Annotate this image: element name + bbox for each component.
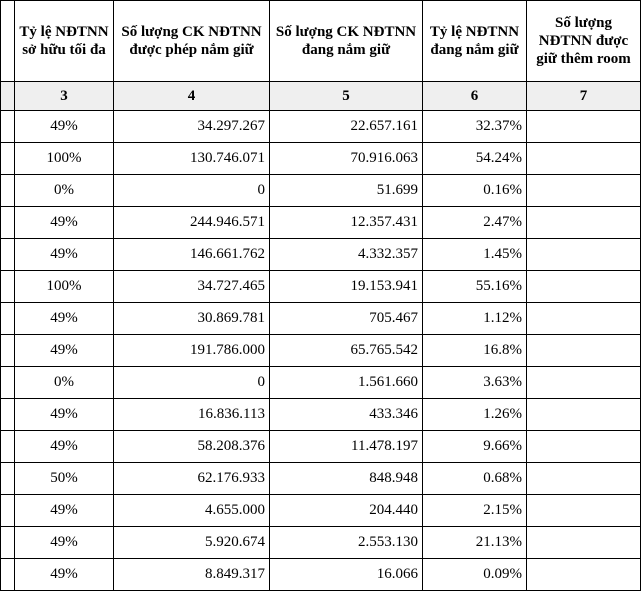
holding-ratio-cell: 32.37%: [423, 111, 527, 143]
table-row: [1, 271, 641, 303]
max-ratio-cell: 100%: [15, 143, 114, 175]
allowed-quantity-cell: 0: [114, 175, 270, 207]
holding-quantity-cell: 1.561.660: [270, 367, 423, 399]
holding-ratio-cell: 0.09%: [423, 559, 527, 591]
allowed-quantity-cell: 244.946.571: [114, 207, 270, 239]
header-holding-quantity: Số lượng CK NĐTNN đang nắm giữ: [270, 1, 423, 82]
holding-ratio-cell: 1.45%: [423, 239, 527, 271]
allowed-quantity-cell: 5.920.674: [114, 527, 270, 559]
allowed-quantity-cell: 130.746.071: [114, 143, 270, 175]
max-ratio-cell: 49%: [15, 527, 114, 559]
table-row: [1, 143, 641, 175]
allowed-quantity-cell: 146.661.762: [114, 239, 270, 271]
holding-quantity-cell: 70.916.063: [270, 143, 423, 175]
max-ratio-cell: 49%: [15, 303, 114, 335]
remaining-room-cell: [527, 431, 641, 463]
remaining-room-cell: [527, 399, 641, 431]
holding-quantity-cell: 12.357.431: [270, 207, 423, 239]
column-number-6: 6: [423, 82, 527, 111]
max-ratio-cell: 49%: [15, 335, 114, 367]
max-ratio-cell: 49%: [15, 207, 114, 239]
table-body: [1, 111, 641, 591]
max-ratio-cell: 50%: [15, 463, 114, 495]
row-cell-blank: [1, 367, 15, 399]
remaining-room-cell: [527, 239, 641, 271]
max-ratio-cell: 49%: [15, 239, 114, 271]
holding-quantity-cell: 204.440: [270, 495, 423, 527]
row-cell-blank: [1, 207, 15, 239]
holding-quantity-cell: 22.657.161: [270, 111, 423, 143]
remaining-room-cell: [527, 303, 641, 335]
table-row: [1, 335, 641, 367]
allowed-quantity-cell: 34.297.267: [114, 111, 270, 143]
column-number-blank: [1, 82, 15, 111]
holding-quantity-cell: 4.332.357: [270, 239, 423, 271]
table-row: [1, 111, 641, 143]
column-number-row: [1, 82, 641, 111]
table-row: [1, 527, 641, 559]
holding-quantity-cell: 705.467: [270, 303, 423, 335]
max-ratio-cell: 49%: [15, 111, 114, 143]
column-number-3: 3: [15, 82, 114, 111]
table-row: [1, 463, 641, 495]
remaining-room-cell: [527, 111, 641, 143]
holding-quantity-cell: 2.553.130: [270, 527, 423, 559]
holding-quantity-cell: 848.948: [270, 463, 423, 495]
max-ratio-cell: 49%: [15, 559, 114, 591]
header-remaining-room: Số lượng NĐTNN được giữ thêm room: [527, 1, 641, 82]
table-header: [1, 1, 641, 111]
remaining-room-cell: [527, 143, 641, 175]
allowed-quantity-cell: 34.727.465: [114, 271, 270, 303]
remaining-room-cell: [527, 207, 641, 239]
holding-ratio-cell: 55.16%: [423, 271, 527, 303]
row-cell-blank: [1, 111, 15, 143]
remaining-room-cell: [527, 463, 641, 495]
holding-ratio-cell: 2.47%: [423, 207, 527, 239]
max-ratio-cell: 0%: [15, 175, 114, 207]
holding-quantity-cell: 16.066: [270, 559, 423, 591]
row-cell-blank: [1, 527, 15, 559]
table-row: [1, 239, 641, 271]
holding-quantity-cell: 11.478.197: [270, 431, 423, 463]
column-number-7: 7: [527, 82, 641, 111]
allowed-quantity-cell: 16.836.113: [114, 399, 270, 431]
remaining-room-cell: [527, 175, 641, 207]
row-cell-blank: [1, 495, 15, 527]
table-row: [1, 207, 641, 239]
header-holding-ratio: Tỷ lệ NĐTNN đang nắm giữ: [423, 1, 527, 82]
row-cell-blank: [1, 303, 15, 335]
remaining-room-cell: [527, 367, 641, 399]
row-cell-blank: [1, 271, 15, 303]
table-row: [1, 175, 641, 207]
remaining-room-cell: [527, 271, 641, 303]
row-cell-blank: [1, 431, 15, 463]
holding-ratio-cell: 0.68%: [423, 463, 527, 495]
allowed-quantity-cell: 4.655.000: [114, 495, 270, 527]
row-cell-blank: [1, 463, 15, 495]
row-cell-blank: [1, 335, 15, 367]
allowed-quantity-cell: 62.176.933: [114, 463, 270, 495]
row-cell-blank: [1, 239, 15, 271]
holding-quantity-cell: 433.346: [270, 399, 423, 431]
table-row: [1, 431, 641, 463]
holding-ratio-cell: 54.24%: [423, 143, 527, 175]
remaining-room-cell: [527, 527, 641, 559]
header-max-ratio: Tỷ lệ NĐTNN sở hữu tối đa: [15, 1, 114, 82]
header-cell-blank: [1, 1, 15, 82]
max-ratio-cell: 100%: [15, 271, 114, 303]
allowed-quantity-cell: 8.849.317: [114, 559, 270, 591]
row-cell-blank: [1, 143, 15, 175]
holding-ratio-cell: 3.63%: [423, 367, 527, 399]
table-row: [1, 399, 641, 431]
allowed-quantity-cell: 58.208.376: [114, 431, 270, 463]
holding-ratio-cell: 1.26%: [423, 399, 527, 431]
holding-ratio-cell: 9.66%: [423, 431, 527, 463]
max-ratio-cell: 0%: [15, 367, 114, 399]
max-ratio-cell: 49%: [15, 431, 114, 463]
remaining-room-cell: [527, 495, 641, 527]
table-row: [1, 495, 641, 527]
holding-ratio-cell: 0.16%: [423, 175, 527, 207]
remaining-room-cell: [527, 559, 641, 591]
max-ratio-cell: 49%: [15, 399, 114, 431]
row-cell-blank: [1, 559, 15, 591]
holding-quantity-cell: 19.153.941: [270, 271, 423, 303]
holding-quantity-cell: 65.765.542: [270, 335, 423, 367]
holding-ratio-cell: 1.12%: [423, 303, 527, 335]
column-number-5: 5: [270, 82, 423, 111]
remaining-room-cell: [527, 335, 641, 367]
column-number-4: 4: [114, 82, 270, 111]
holding-ratio-cell: 16.8%: [423, 335, 527, 367]
table-row: [1, 367, 641, 399]
table-row: [1, 559, 641, 591]
holding-quantity-cell: 51.699: [270, 175, 423, 207]
table-row: [1, 303, 641, 335]
header-allowed-quantity: Số lượng CK NĐTNN được phép nắm giữ: [114, 1, 270, 82]
row-cell-blank: [1, 175, 15, 207]
row-cell-blank: [1, 399, 15, 431]
header-row: [1, 1, 641, 82]
allowed-quantity-cell: 191.786.000: [114, 335, 270, 367]
holding-ratio-cell: 2.15%: [423, 495, 527, 527]
max-ratio-cell: 49%: [15, 495, 114, 527]
allowed-quantity-cell: 30.869.781: [114, 303, 270, 335]
allowed-quantity-cell: 0: [114, 367, 270, 399]
holding-ratio-cell: 21.13%: [423, 527, 527, 559]
